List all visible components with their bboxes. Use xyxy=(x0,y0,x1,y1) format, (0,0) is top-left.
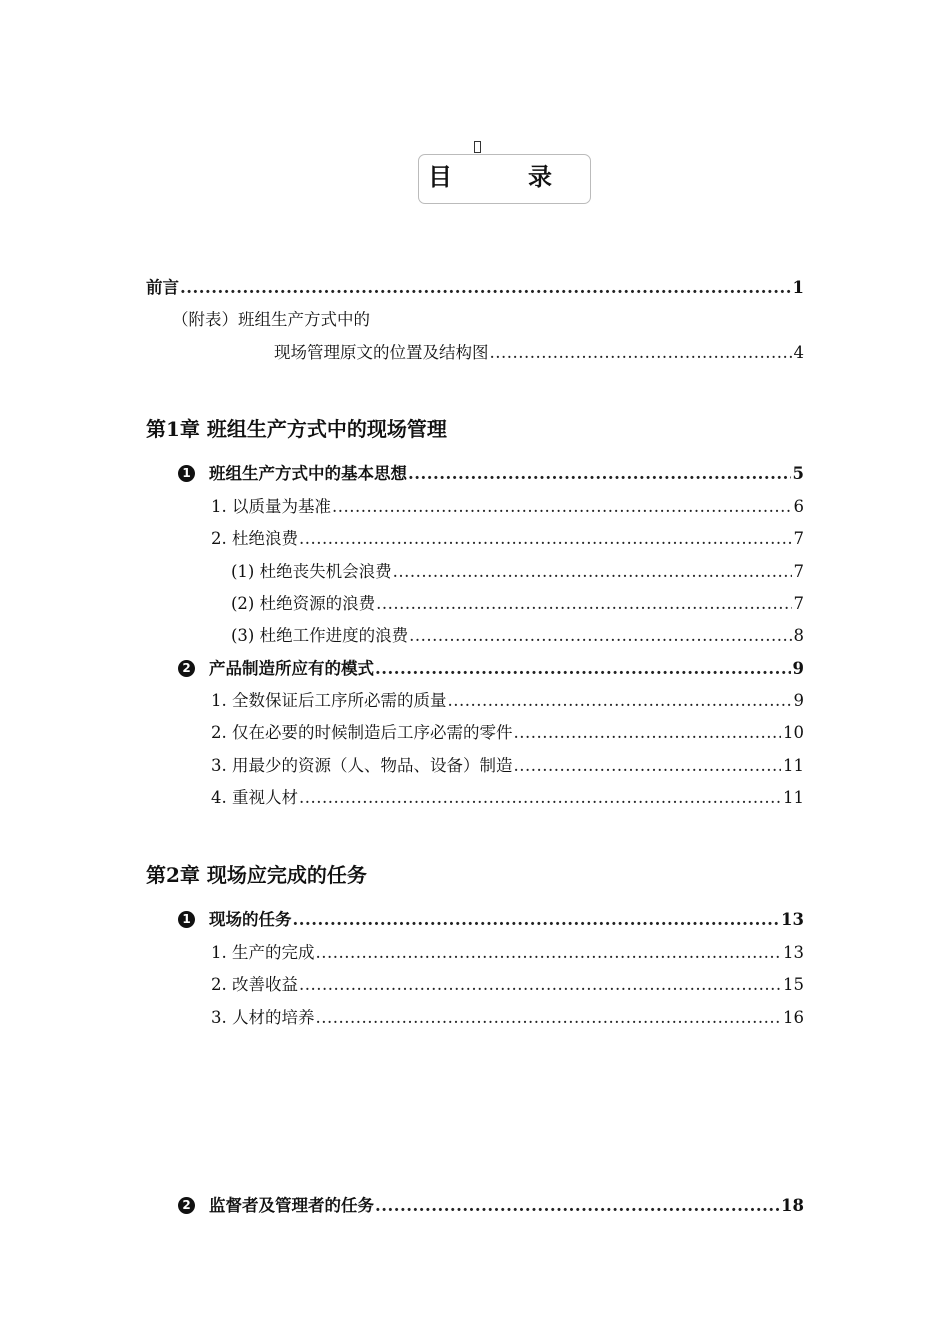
toc-entry-label: 2. 杜绝浪费 xyxy=(211,529,298,548)
toc-title-char-2: 录 xyxy=(528,163,552,191)
toc-entry-label: 现场的任务 xyxy=(209,910,292,929)
chapter-2-heading[interactable]: 第2章 现场应完成的任务 xyxy=(146,863,367,887)
toc-entry-ch2-s1-3[interactable] xyxy=(211,1006,804,1030)
toc-entry-page: 7 xyxy=(793,594,804,613)
toc-entry-ch1-s2-4[interactable] xyxy=(211,786,804,810)
toc-entry-page: 7 xyxy=(793,562,804,581)
toc-entry-page: 7 xyxy=(793,529,804,548)
toc-title-box xyxy=(418,154,591,204)
toc-entry-ch2-s1-2[interactable] xyxy=(211,973,804,997)
toc-entry-ch1-s2-1[interactable] xyxy=(211,689,804,713)
leader-dots xyxy=(408,462,791,486)
toc-entry-label: 产品制造所应有的模式 xyxy=(209,659,374,678)
chapter-1-heading[interactable]: 第1章 班组生产方式中的现场管理 xyxy=(146,417,447,441)
toc-entry-ch1-s2[interactable] xyxy=(182,657,804,681)
numbered-bullet-icon: 2 xyxy=(178,1197,195,1214)
toc-entry-ch1-s1[interactable] xyxy=(182,462,804,486)
leader-dots xyxy=(299,786,781,810)
toc-entry-page: 18 xyxy=(781,1196,804,1215)
toc-entry-page: 5 xyxy=(792,464,804,483)
toc-entry-preface[interactable] xyxy=(146,276,804,300)
toc-entry-page: 11 xyxy=(783,788,804,807)
toc-entry-ch2-s1[interactable] xyxy=(182,908,804,932)
leader-dots xyxy=(514,721,782,745)
toc-entry-ch1-s1-2-3[interactable] xyxy=(231,624,804,648)
toc-entry-label: 班组生产方式中的基本思想 xyxy=(209,464,407,483)
toc-entry-label: (2) 杜绝资源的浪费 xyxy=(231,594,376,613)
anchor-marker-icon xyxy=(474,141,481,153)
toc-appendix-line1: （附表）班组生产方式中的 xyxy=(172,310,370,329)
toc-entry-label: 1. 以质量为基准 xyxy=(211,497,331,516)
toc-entry-page: 13 xyxy=(783,943,804,962)
toc-entry-page: 9 xyxy=(793,691,804,710)
toc-entry-label: 4. 重视人材 xyxy=(211,788,298,807)
toc-entry-page: 15 xyxy=(783,975,804,994)
numbered-bullet-icon: 1 xyxy=(178,911,195,928)
leader-dots xyxy=(393,560,792,584)
leader-dots xyxy=(316,941,782,965)
toc-entry-page: 13 xyxy=(781,910,804,929)
toc-entry-ch2-s2[interactable] xyxy=(182,1194,804,1218)
leader-dots xyxy=(514,754,782,778)
toc-entry-ch1-s1-2[interactable] xyxy=(211,527,804,551)
toc-entry-label: 1. 生产的完成 xyxy=(211,943,315,962)
toc-entry-ch1-s1-2-1[interactable] xyxy=(231,560,804,584)
toc-entry-label: 2. 改善收益 xyxy=(211,975,298,994)
toc-entry-ch2-s1-1[interactable] xyxy=(211,941,804,965)
leader-dots xyxy=(293,908,780,932)
toc-entry-label: (3) 杜绝工作进度的浪费 xyxy=(231,626,409,645)
toc-entry-label: 3. 用最少的资源（人、物品、设备）制造 xyxy=(211,756,513,775)
toc-entry-label: 现场管理原文的位置及结构图 xyxy=(274,343,489,362)
leader-dots xyxy=(299,973,781,997)
toc-entry-page: 6 xyxy=(793,497,804,516)
toc-entry-page: 4 xyxy=(793,343,804,362)
leader-dots xyxy=(409,624,791,648)
toc-entry-page: 9 xyxy=(792,659,804,678)
leader-dots xyxy=(299,527,792,551)
toc-entry-page: 16 xyxy=(783,1008,804,1027)
toc-entry-page: 10 xyxy=(783,723,804,742)
toc-entry-label: 1. 全数保证后工序所必需的质量 xyxy=(211,691,447,710)
toc-entry-label: 前言 xyxy=(146,278,179,297)
toc-entry-label: 2. 仅在必要的时候制造后工序必需的零件 xyxy=(211,723,513,742)
leader-dots xyxy=(375,657,791,681)
leader-dots xyxy=(375,1194,779,1218)
leader-dots xyxy=(316,1006,782,1030)
leader-dots xyxy=(180,276,791,300)
leader-dots xyxy=(448,689,792,713)
toc-entry-page: 1 xyxy=(792,278,804,297)
toc-title-char-1: 目 xyxy=(428,163,452,191)
numbered-bullet-icon: 1 xyxy=(178,465,195,482)
toc-entry-ch1-s2-3[interactable] xyxy=(211,754,804,778)
toc-entry-ch1-s1-2-2[interactable] xyxy=(231,592,804,616)
leader-dots xyxy=(332,495,792,519)
toc-entry-appendix[interactable] xyxy=(274,341,804,365)
toc-entry-ch1-s1-1[interactable] xyxy=(211,495,804,519)
numbered-bullet-icon: 2 xyxy=(178,660,195,677)
toc-entry-label: (1) 杜绝丧失机会浪费 xyxy=(231,562,392,581)
leader-dots xyxy=(490,341,792,365)
toc-entry-label: 3. 人材的培养 xyxy=(211,1008,315,1027)
toc-entry-label: 监督者及管理者的任务 xyxy=(209,1196,374,1215)
toc-entry-page: 11 xyxy=(783,756,804,775)
toc-entry-ch1-s2-2[interactable] xyxy=(211,721,804,745)
leader-dots xyxy=(376,592,791,616)
toc-entry-page: 8 xyxy=(793,626,804,645)
